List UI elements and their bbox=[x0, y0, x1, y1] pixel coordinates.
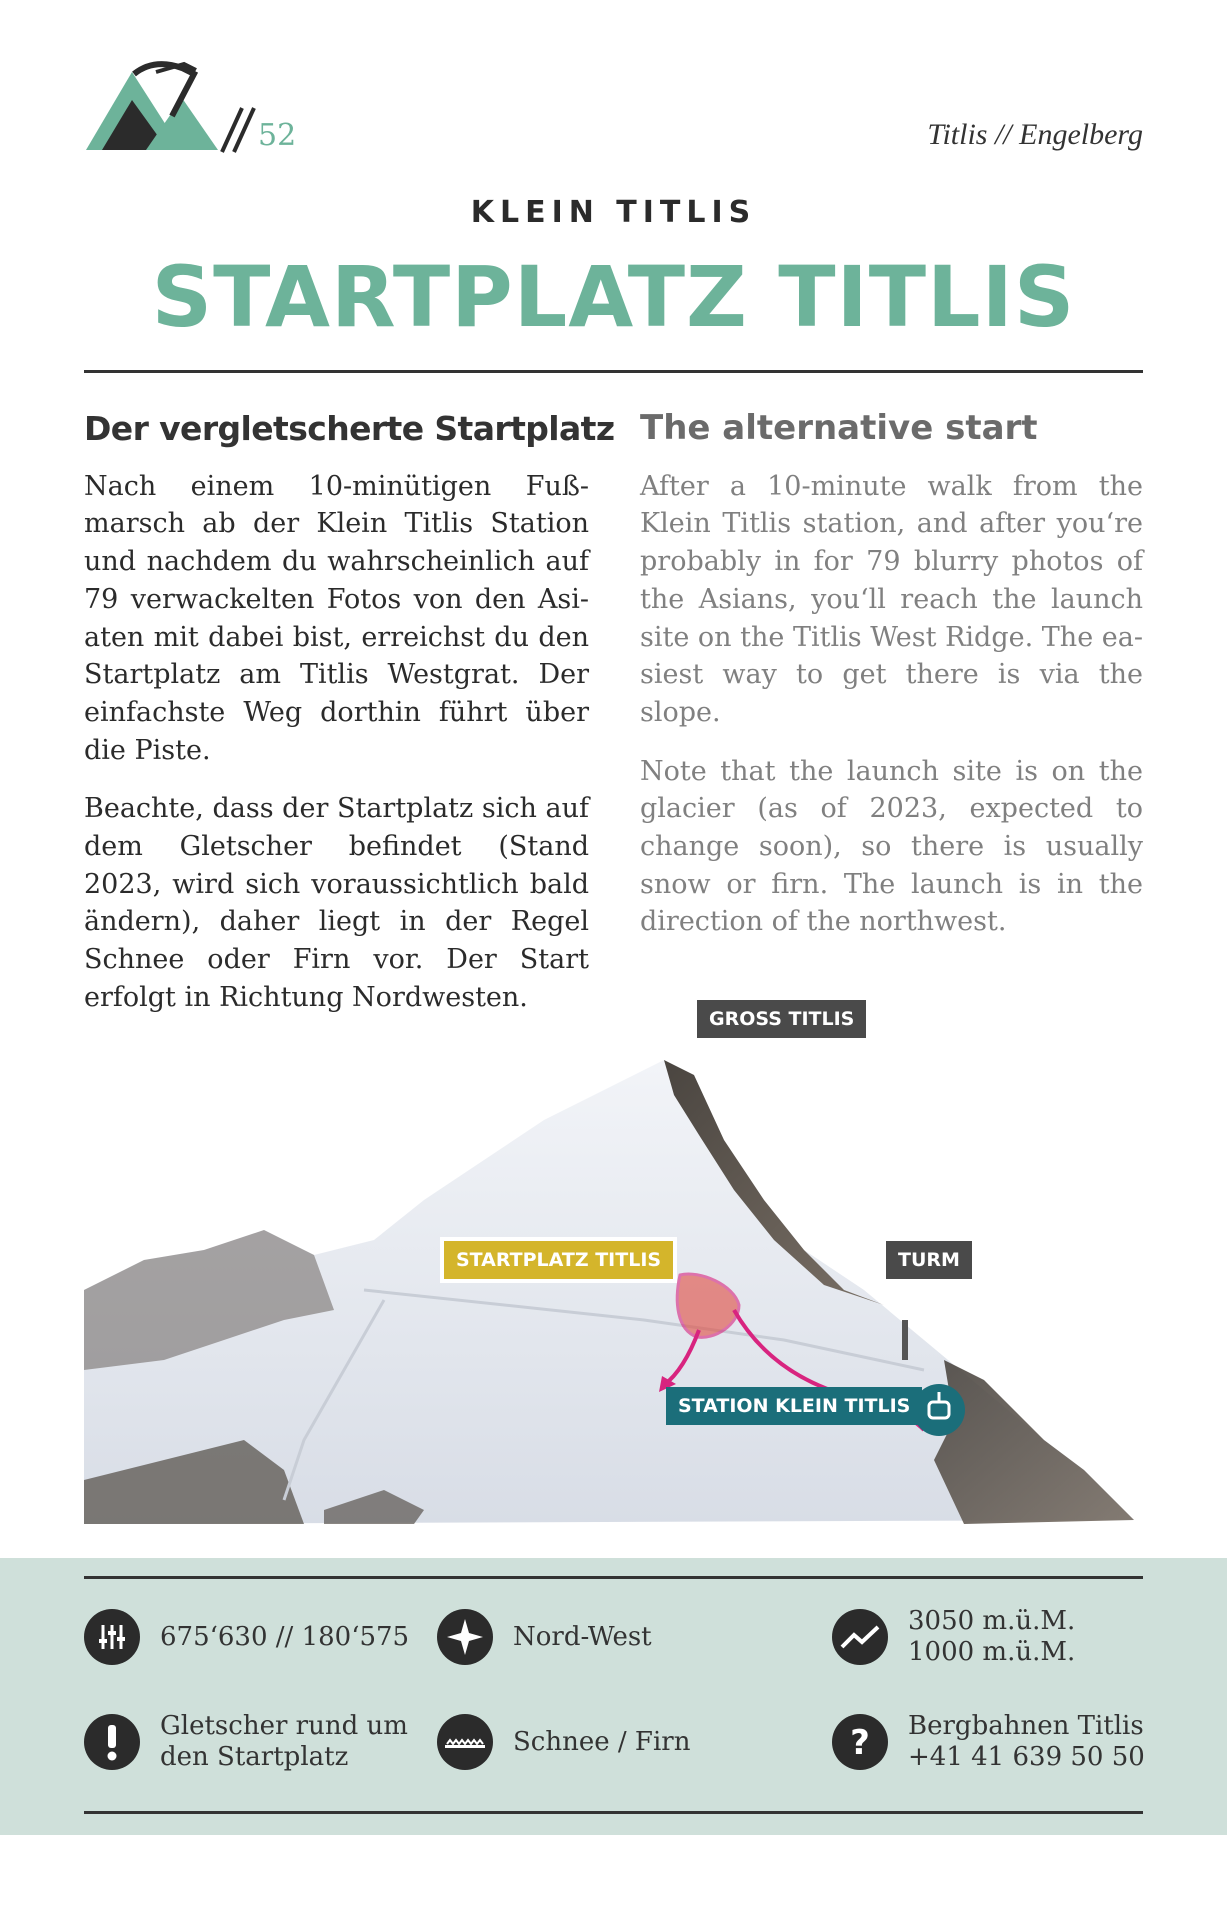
warning-line1: Gletscher rund um bbox=[160, 1711, 408, 1741]
terrain-value: Schnee / Firn bbox=[513, 1727, 691, 1757]
coordinates-value: 675‘630 // 180‘575 bbox=[160, 1622, 410, 1652]
contact-phone: +41 41 639 50 50 bbox=[908, 1742, 1145, 1772]
info-band bbox=[0, 1558, 1227, 1835]
german-column bbox=[84, 409, 615, 1038]
compass-icon bbox=[437, 1609, 493, 1665]
kicker: KLEIN TITLIS bbox=[470, 195, 757, 230]
page-number: 52 bbox=[258, 118, 297, 153]
direction-value: Nord-West bbox=[513, 1622, 652, 1652]
svg-text:?: ? bbox=[850, 1723, 870, 1763]
coordinates-icon bbox=[84, 1609, 140, 1665]
info-bottom-rule bbox=[84, 1811, 1143, 1814]
warning-line2: den Startplatz bbox=[160, 1742, 349, 1772]
german-paragraph: Beachte, dass der Startplatz sich auf dem Gletscher befindet (Stand 2023, wird sich voraussichtlich bald ändern), daher liegt in der Regel Schnee oder Firn vor. Der Start erfolgt in Richtung Nordwesten. bbox=[84, 793, 589, 1013]
altitude-top: 3050 m.ü.M. bbox=[908, 1606, 1076, 1636]
english-heading: The alternative start bbox=[640, 408, 1038, 448]
label-startplatz: STARTPLATZ TITLIS bbox=[440, 1237, 677, 1283]
english-paragraph: After a 10-minute walk from the Klein Titlis station, and after you‘re probably in for 79 blurry photos of the Asians, you‘ll reach the launch site on the Titlis West Ridge. The easiest way to get there is via the slope. bbox=[640, 470, 1143, 728]
altitude-bottom: 1000 m.ü.M. bbox=[908, 1637, 1076, 1667]
label-gross-titlis: GROSS TITLIS bbox=[697, 1000, 866, 1038]
running-head: Titlis // Engelberg bbox=[927, 118, 1143, 151]
terrain-icon bbox=[437, 1714, 493, 1770]
contact-name: Bergbahnen Titlis bbox=[908, 1711, 1144, 1741]
label-station: STATION KLEIN TITLIS bbox=[666, 1387, 922, 1425]
english-column bbox=[640, 410, 1143, 962]
title-divider bbox=[84, 370, 1143, 373]
info-top-rule bbox=[84, 1576, 1143, 1579]
label-turm: TURM bbox=[886, 1241, 972, 1279]
english-paragraph: Note that the launch site is on the glacier (as of 2023, expected to change soon), so there is usually snow or firn. The launch is in the direction of the northwest. bbox=[640, 755, 1143, 938]
page-title: STARTPLATZ TITLIS bbox=[151, 248, 1076, 346]
german-paragraph: Nach einem 10-minütigen Fußmarsch ab der Klein Titlis Station und nachdem du wahrscheinlich auf 79 verwackelten Fotos von den Asiaten mit dabei bist, erreichst du den Startplatz am Titlis Westgrat. Der einfachste Weg dorthin führt über die Piste. bbox=[84, 470, 589, 766]
help-icon bbox=[832, 1714, 888, 1770]
warning-icon bbox=[84, 1714, 140, 1770]
altitude-icon bbox=[832, 1609, 888, 1665]
german-heading: Der vergletscherte Startplatz bbox=[84, 409, 615, 448]
